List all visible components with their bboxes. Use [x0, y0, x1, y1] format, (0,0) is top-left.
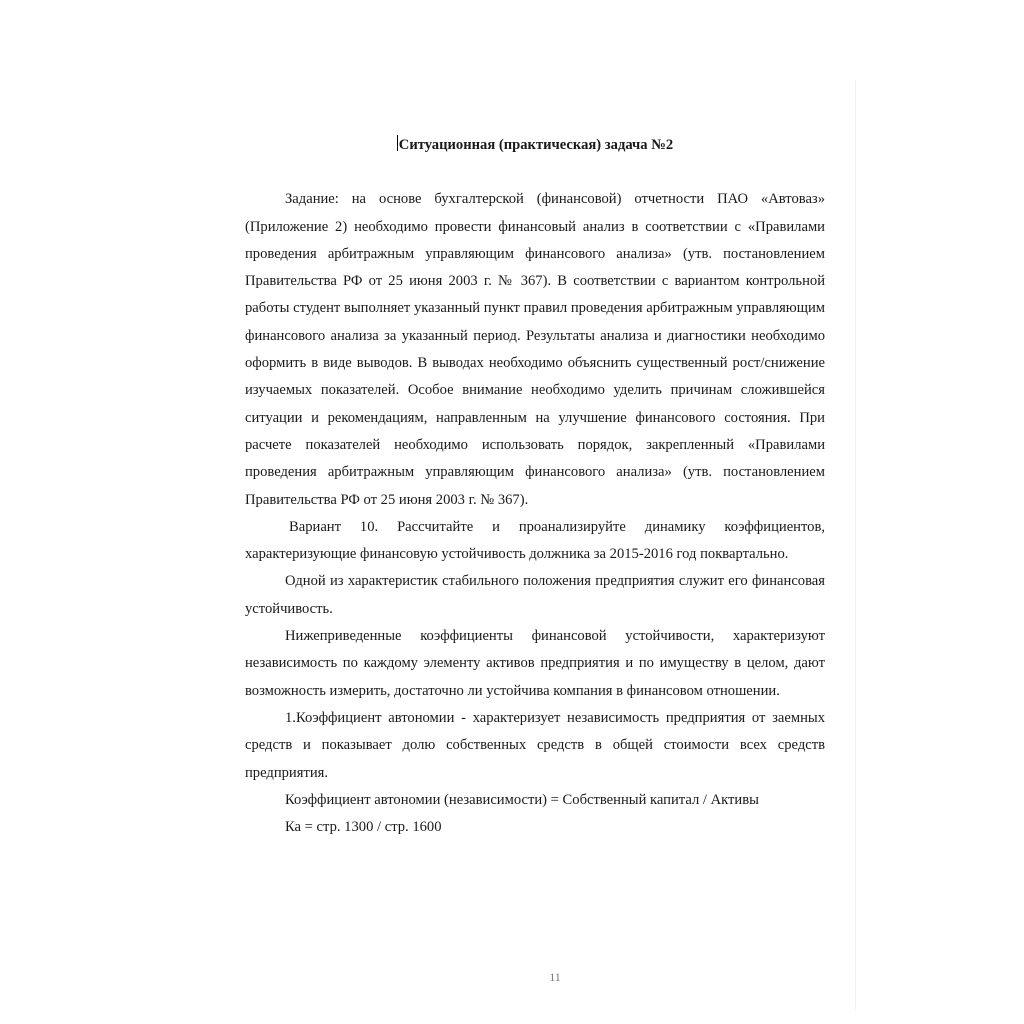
paragraph-coefficients: Нижеприведенные коэффициенты финансовой устойчивости, характеризуют независимость по каждому элементу активов предприятия и по имуществу в целом, дают возможность измерить, достаточно ли устойчива компания в финансовом отношении.	[245, 628, 825, 699]
page-number: 11	[549, 970, 561, 984]
document-title	[245, 132, 825, 159]
formula-line-2: Ка = стр. 1300 / стр. 1600	[285, 819, 442, 836]
paragraph-task: Задание: на основе бухгалтерской (финансовой) отчетности ПАО «Автоваз» (Приложение 2) необходимо провести финансовый анализ в соответствии с «Правилами проведения арбитражным управляющим финансового анализа» (утв. постановлением Правительства РФ от 25 июня 2003 г. № 367). В соответствии с вариантом контрольной работы студент выполняет указанный пункт правил проведения арбитражным управляющим финансового анализа за указанный период. Результаты анализа и диагностики необходимо оформить в виде выводов. В выводах необходимо объяснить существенный рост/снижение изучаемых показателей. Особое внимание необходимо уделить причинам сложившейся ситуации и рекомендациям, направленным на улучшение финансового состояния. При расчете показателей необходимо использовать порядок, закрепленный «Правилами проведения арбитражным управляющим финансового анализа» (утв. постановлением Правительства РФ от 25 июня 2003 г. № 367).	[245, 191, 825, 508]
paragraph-variant: Вариант 10. Рассчитайте и проанализируйте динамику коэффициентов, характеризующие финансовую устойчивость должника за 2015-2016 год поквартально.	[245, 518, 825, 563]
paragraph-autonomy: 1.Коэффициент автономии - характеризует независимость предприятия от заемных средств и показывает долю собственных средств в общей стоимости всех средств предприятия.	[245, 709, 825, 781]
document-title-text: Ситуационная (практическая) задача №2	[398, 137, 674, 153]
document-body	[245, 132, 825, 841]
text-cursor	[397, 135, 398, 151]
formula-line-1: Коэффициент автономии (независимости) = Собственный капитал / Активы	[285, 791, 759, 808]
paragraph-stability: Одной из характеристик стабильного положения предприятия служит его финансовая устойчивость.	[245, 573, 825, 617]
